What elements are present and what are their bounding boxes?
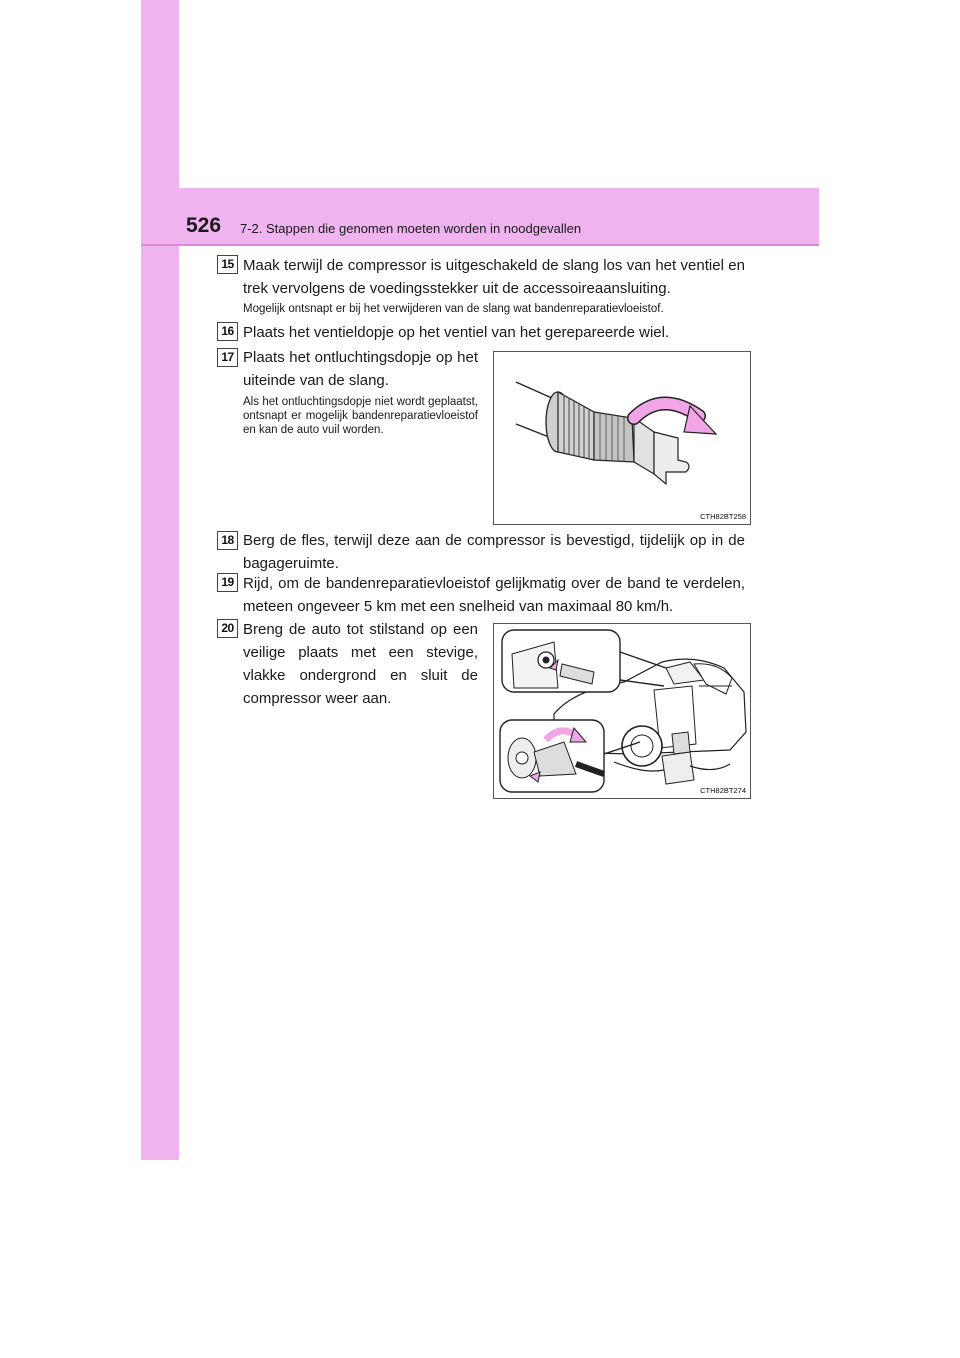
step-number-18: 18 bbox=[217, 531, 238, 550]
step-16-text: Plaats het ventieldopje op het ventiel van het gerepareerde wiel. bbox=[243, 324, 670, 341]
step-18-text: Berg de fles, terwijl deze aan de compressor is bevestigd, tijdelijk op in de bagageruimte. bbox=[243, 532, 745, 572]
figure-code: CTH82BT258 bbox=[700, 512, 746, 521]
hose-cap-illustration bbox=[494, 352, 750, 524]
step-number-15: 15 bbox=[217, 255, 238, 274]
section-title: 7-2. Stappen die genomen moeten worden in noodgevallen bbox=[240, 221, 582, 236]
step-number-16: 16 bbox=[217, 322, 238, 341]
step-number-20: 20 bbox=[217, 619, 238, 638]
compressor-reconnect-illustration bbox=[494, 624, 750, 798]
header-band bbox=[141, 188, 819, 245]
side-margin-band bbox=[141, 0, 179, 1160]
step-15-note: Mogelijk ontsnapt er bij het verwijderen van de slang wat bandenreparatievloeistof. bbox=[243, 303, 664, 315]
step-number-19: 19 bbox=[217, 573, 238, 592]
step-17-text: Plaats het ontluchtingsdopje op het uiteinde van de slang. bbox=[243, 349, 478, 389]
step-15-text: Maak terwijl de compressor is uitgeschakeld de slang los van het ventiel en trek vervolgens de voedingsstekker uit de accessoireaansluiting. bbox=[243, 257, 745, 297]
step-number-17: 17 bbox=[217, 348, 238, 367]
figure-code: CTH82BT274 bbox=[700, 786, 746, 795]
step-17-note: Als het ontluchtingsdopje niet wordt geplaatst, ontsnapt er mogelijk bandenreparatievloeistof en kan de auto vuil worden. bbox=[243, 396, 478, 436]
compressor-reconnect-figure bbox=[493, 623, 751, 799]
header-divider bbox=[141, 244, 819, 246]
step-19-text: Rijd, om de bandenreparatievloeistof gelijkmatig over de band te verdelen, meteen ongeveer 5 km met een snelheid van maximaal 80 km/h. bbox=[243, 575, 745, 615]
hose-cap-figure bbox=[493, 351, 751, 525]
page-number: 526 bbox=[186, 214, 222, 237]
step-20-text: Breng de auto tot stilstand op een veilige plaats met een stevige, vlakke ondergrond en sluit de compressor weer aan. bbox=[243, 621, 478, 707]
